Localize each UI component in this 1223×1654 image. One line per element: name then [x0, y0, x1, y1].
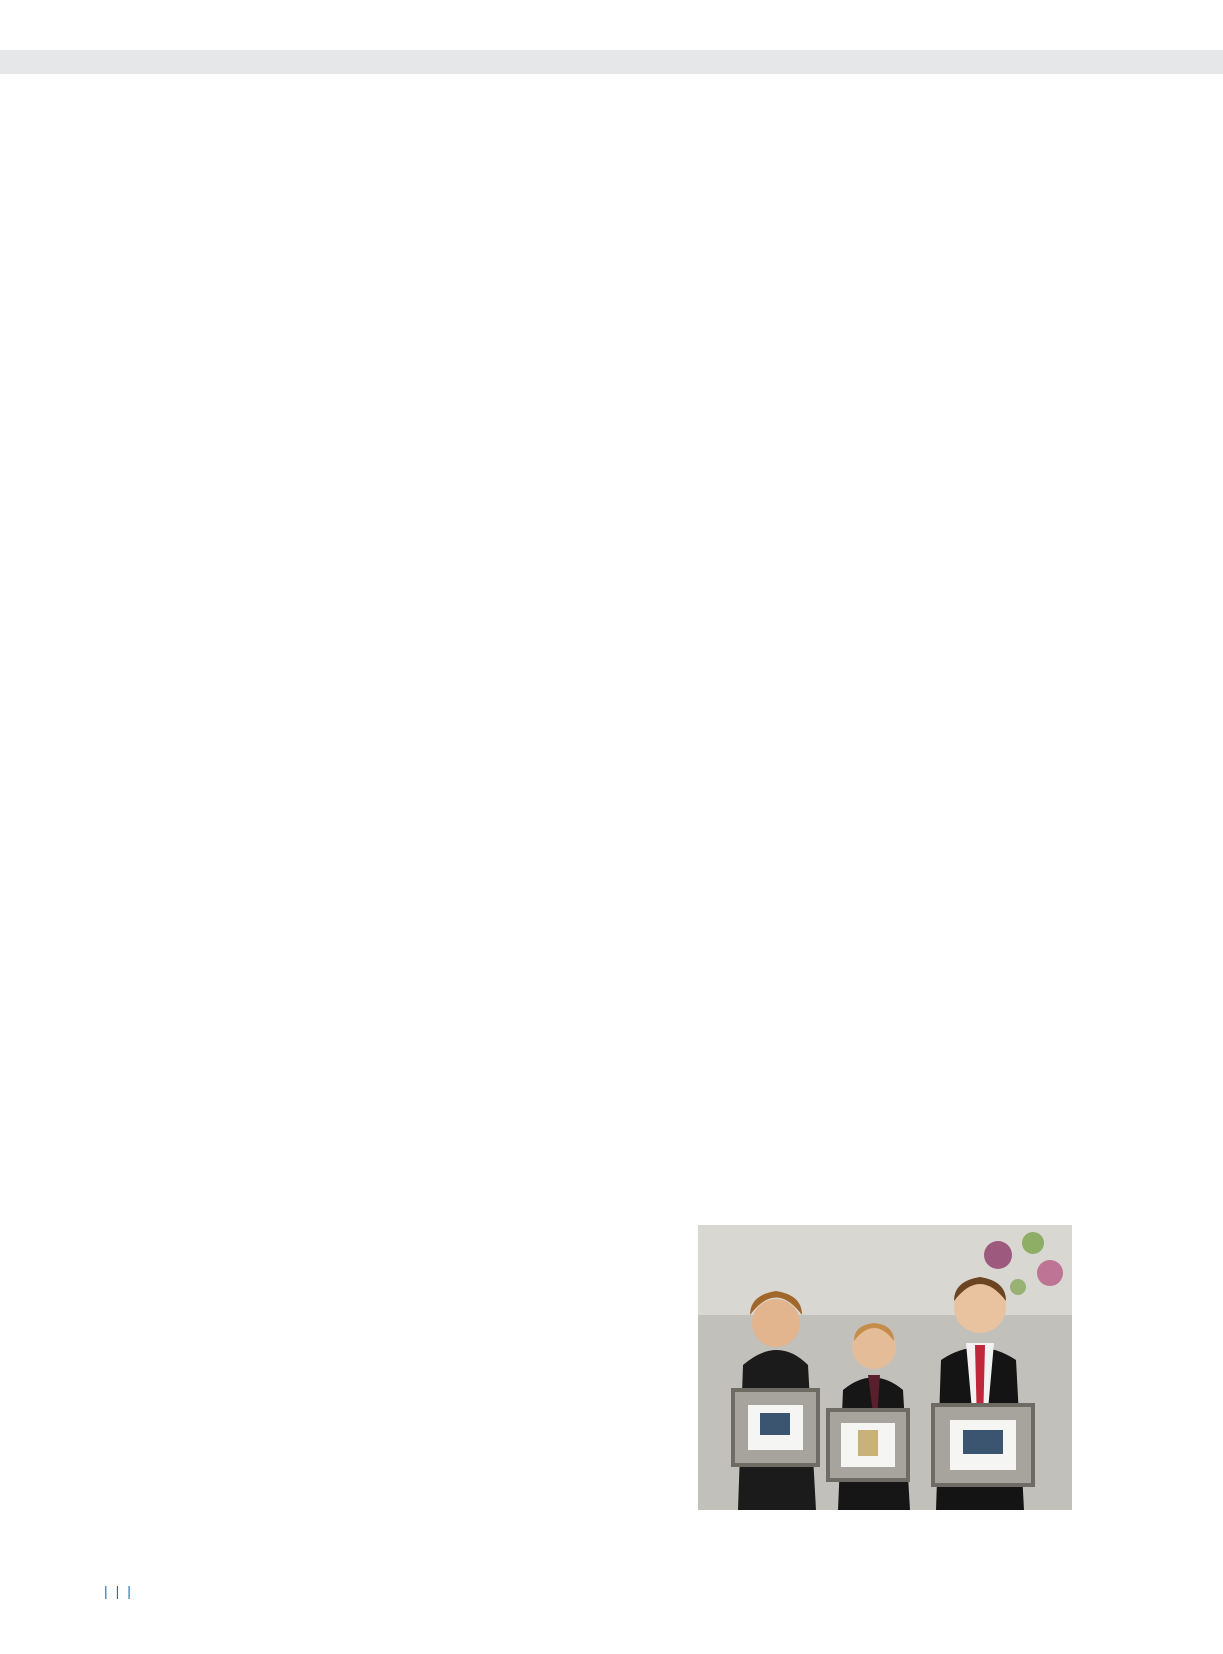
- award-photo-illustration: [698, 1225, 1072, 1510]
- award-photo: [698, 1225, 1072, 1510]
- footer: | | |: [104, 1583, 131, 1599]
- header-bar: [0, 50, 1223, 74]
- column-right: [698, 152, 973, 171]
- verleihungen-article: [399, 1224, 674, 1238]
- verleihungen-continuation: [698, 713, 973, 736]
- ausschreibungen-article: [399, 712, 674, 726]
